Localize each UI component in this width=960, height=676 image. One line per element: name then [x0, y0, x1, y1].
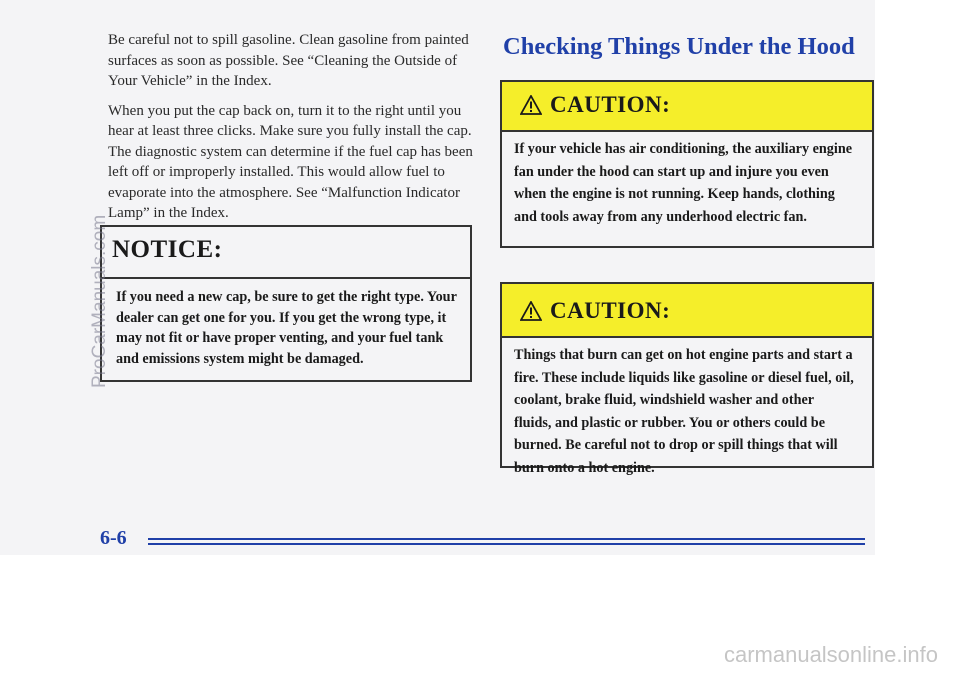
warning-triangle-icon — [520, 301, 542, 321]
caution-label: CAUTION: — [550, 298, 671, 323]
caution-body: Things that burn can get on hot engine parts and start a fire. These include liquids like gasoline or diesel fuel, oil, coolant, brake fluid, windshield washer and other fluids, and plastic or rubber. You or others could be burned. Be careful not to drop or spill things that will burn onto a hot engine. — [514, 347, 854, 476]
caution-label: CAUTION: — [550, 92, 671, 117]
footer-rule-bottom — [148, 543, 865, 545]
section-title: Checking Things Under the Hood — [503, 33, 855, 60]
caution-body: If your vehicle has air conditioning, the auxiliary engine fan under the hood can start up and injure you even when the engine is not running. Keep hands, clothing and tools away from any underhood electric fan. — [514, 141, 853, 225]
warning-triangle-icon — [520, 95, 542, 115]
footer-rule-top — [148, 538, 865, 540]
notice-title: NOTICE: — [112, 236, 223, 263]
watermark-bottom: carmanualsonline.info — [723, 642, 938, 667]
caution-header — [502, 284, 872, 338]
paragraph-fuel-cap: When you put the cap back on, turn it to the right until you hear at least three clicks. Make sure you fully install the cap. The diagnostic system can determine if the fuel cap has been left off or improperly installed. This would allow fuel to evaporate into the atmosphere. See “Malfunction Indicator Lamp” in the Index. — [108, 102, 473, 221]
watermark-side: ProCarManuals.com — [89, 214, 110, 388]
notice-divider — [102, 277, 470, 279]
caution-box-fan — [500, 80, 874, 248]
paragraph-spill-warning: Be careful not to spill gasoline. Clean gasoline from painted surfaces as soon as possible. See “Cleaning the Outside of Your Vehicle” in the Index. — [108, 32, 469, 89]
caution-box-fire — [500, 282, 874, 476]
caution-header — [502, 82, 872, 132]
page-number: 6-6 — [100, 527, 127, 549]
notice-box — [100, 225, 472, 382]
left-column — [108, 30, 478, 233]
notice-body: If you need a new cap, be sure to get the right type. Your dealer can get one for you. If you get the wrong type, it may not fit or have proper venting, and your fuel tank and emissions system might be damaged. — [116, 289, 457, 367]
